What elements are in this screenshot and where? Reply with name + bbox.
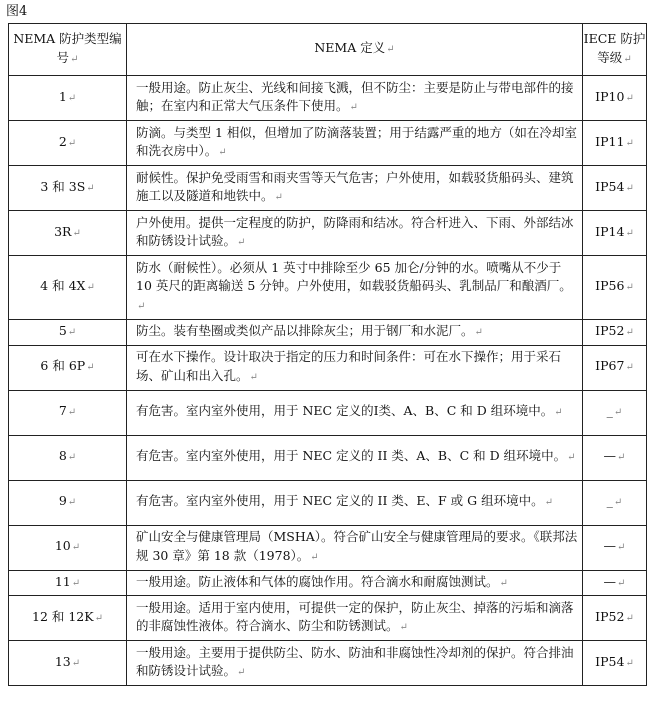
nema-type-cell: 3 和 3S↵ [9, 166, 127, 211]
table-row [9, 76, 647, 121]
nema-type-cell: 6 和 6P↵ [9, 345, 127, 390]
ip-level-cell: IP54↵ [583, 641, 647, 686]
nema-type-cell: 8↵ [9, 435, 127, 480]
definition-cell: 防尘。装有垫圈或类似产品以排除灰尘；用于钢厂和水泥厂。↵ [127, 320, 583, 346]
table-row [9, 390, 647, 435]
table-row [9, 121, 647, 166]
ip-level-cell: IP67↵ [583, 345, 647, 390]
definition-cell: 有危害。室内室外使用，用于 NEC 定义的 II 类、E、F 或 G 组环境中。↵ [127, 480, 583, 525]
table-row [9, 320, 647, 346]
ip-level-cell: —↵ [583, 435, 647, 480]
table-row [9, 256, 647, 320]
definition-cell: 有危害。室内室外使用，用于 NEC 定义的 II 类、A、B、C 和 D 组环境中。↵ [127, 435, 583, 480]
definition-cell: 防滴。与类型 1 相似，但增加了防滴落装置；用于结露严重的地方（如在冷却室和洗衣房中）。↵ [127, 121, 583, 166]
figure-caption: 图4 [6, 4, 28, 19]
nema-type-cell: 9↵ [9, 480, 127, 525]
table-row [9, 166, 647, 211]
definition-cell: 户外使用。提供一定程度的防护，防降雨和结冰。符合杆进入、下雨、外部结冰和防锈设计试验。↵ [127, 211, 583, 256]
table-row [9, 345, 647, 390]
nema-type-cell: 1↵ [9, 76, 127, 121]
definition-cell: 一般用途。防止液体和气体的腐蚀作用。符合滴水和耐腐蚀测试。↵ [127, 570, 583, 596]
table-row [9, 480, 647, 525]
table-row [9, 435, 647, 480]
definition-cell: 一般用途。防止灰尘、光线和间接飞溅，但不防尘：主要是防止与带电部件的接触；在室内和正常大气压条件下使用。↵ [127, 76, 583, 121]
ip-level-cell: IP11↵ [583, 121, 647, 166]
ip-level-cell: IP54↵ [583, 166, 647, 211]
definition-cell: 可在水下操作。设计取决于指定的压力和时间条件：可在水下操作；用于采石场、矿山和出入孔。↵ [127, 345, 583, 390]
nema-type-cell: 5↵ [9, 320, 127, 346]
nema-type-cell: 11↵ [9, 570, 127, 596]
table-row [9, 525, 647, 570]
definition-cell: 矿山安全与健康管理局（MSHA）。符合矿山安全与健康管理局的要求。《联邦法规 30 章》第 18 款（1978）。↵ [127, 525, 583, 570]
ip-level-cell: IP52↵ [583, 320, 647, 346]
table-row [9, 641, 647, 686]
nema-type-cell: 4 和 4X↵ [9, 256, 127, 320]
nema-type-cell: 13↵ [9, 641, 127, 686]
nema-type-cell: 10↵ [9, 525, 127, 570]
table-row [9, 596, 647, 641]
ip-level-cell: _↵ [583, 480, 647, 525]
definition-cell: 防水（耐候性）。必须从 1 英寸中排除至少 65 加仑/分钟的水。喷嘴从不少于 10 英尺的距离输送 5 分钟。户外使用，如载驳货船码头、乳制品厂和酿酒厂。↵ [127, 256, 583, 320]
header-nema-type: NEMA 防护类型编号↵ [9, 24, 127, 76]
table-row [9, 570, 647, 596]
definition-cell: 耐候性。保护免受雨雪和雨夹雪等天气危害；户外使用，如载驳货船码头、建筑施工以及隧道和地铁中。↵ [127, 166, 583, 211]
ip-level-cell: IP56↵ [583, 256, 647, 320]
ip-level-cell: IP10↵ [583, 76, 647, 121]
definition-cell: 有危害。室内室外使用，用于 NEC 定义的I类、A、B、C 和 D 组环境中。↵ [127, 390, 583, 435]
header-nema-definition: NEMA 定义↵ [127, 24, 583, 76]
nema-table [8, 23, 647, 686]
ip-level-cell: IP52↵ [583, 596, 647, 641]
definition-cell: 一般用途。适用于室内使用，可提供一定的保护，防止灰尘、掉落的污垢和滴落的非腐蚀性液体。符合滴水、防尘和防锈测试。↵ [127, 596, 583, 641]
header-iece-level: IECE 防护等级↵ [583, 24, 647, 76]
table-header-row [9, 24, 647, 76]
nema-type-cell: 2↵ [9, 121, 127, 166]
nema-type-cell: 12 和 12K↵ [9, 596, 127, 641]
nema-type-cell: 7↵ [9, 390, 127, 435]
nema-type-cell: 3R↵ [9, 211, 127, 256]
definition-cell: 一般用途。主要用于提供防尘、防水、防油和非腐蚀性冷却剂的保护。符合排油和防锈设计试验。↵ [127, 641, 583, 686]
ip-level-cell: —↵ [583, 570, 647, 596]
ip-level-cell: _↵ [583, 390, 647, 435]
table-row [9, 211, 647, 256]
ip-level-cell: —↵ [583, 525, 647, 570]
ip-level-cell: IP14↵ [583, 211, 647, 256]
